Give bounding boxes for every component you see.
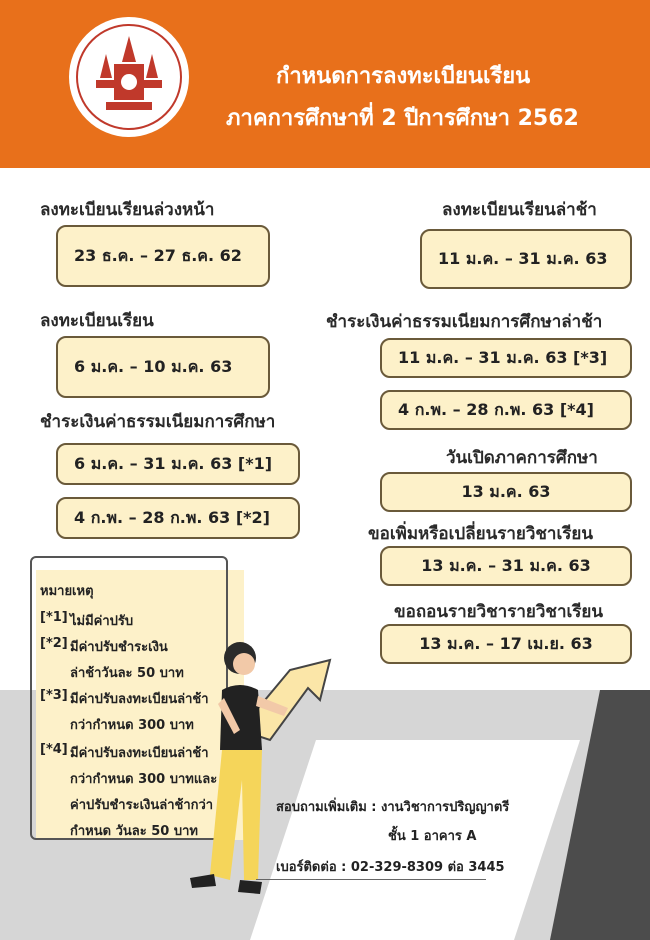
fee-payment-date-2: 4 ก.พ. – 28 ก.พ. 63 [*2]: [56, 497, 300, 539]
registration-label: ลงทะเบียนเรียน: [40, 311, 154, 331]
note-text-3b: กว่ากำหนด 300 บาท: [70, 718, 194, 733]
note-text-4d: กำหนด วันละ 50 บาท: [70, 824, 198, 839]
fee-payment-date-1: 6 ม.ค. – 31 ม.ค. 63 [*1]: [56, 443, 300, 485]
contact-phone: เบอร์ติดต่อ : 02-329-8309 ต่อ 3445: [276, 860, 505, 875]
late-registration-label: ลงทะเบียนเรียนล่าช้า: [442, 200, 597, 220]
add-change-course-date: 13 ม.ค. – 31 ม.ค. 63: [380, 546, 632, 586]
note-key-4: [*4]: [40, 742, 68, 757]
note-key-1: [*1]: [40, 610, 68, 625]
note-key-3: [*3]: [40, 688, 68, 703]
semester-open-date: 13 ม.ค. 63: [380, 472, 632, 512]
note-text-2a: มีค่าปรับชำระเงิน: [70, 640, 168, 655]
semester-open-label: วันเปิดภาคการศึกษา: [446, 448, 598, 468]
note-text-4b: กว่ากำหนด 300 บาทและ: [70, 772, 218, 787]
late-fee-date-1: 11 ม.ค. – 31 ม.ค. 63 [*3]: [380, 338, 632, 378]
page-title-line1: กำหนดการลงทะเบียนเรียน: [276, 64, 531, 89]
note-text-4c: ค่าปรับชำระเงินล่าช้ากว่า: [70, 798, 214, 813]
page-title-line2: ภาคการศึกษาที่ 2 ปีการศึกษา 2562: [226, 106, 579, 131]
late-fee-label: ชำระเงินค่าธรรมเนียมการศึกษาล่าช้า: [326, 312, 603, 332]
late-fee-date-2: 4 ก.พ. – 28 ก.พ. 63 [*4]: [380, 390, 632, 430]
late-registration-date: 11 ม.ค. – 31 ม.ค. 63: [420, 229, 632, 289]
contact-inquiry: สอบถามเพิ่มเติม : งานวิชาการปริญญาตรี: [276, 800, 510, 815]
note-text-2b: ล่าช้าวันละ 50 บาท: [70, 666, 184, 681]
note-text-3a: มีค่าปรับลงทะเบียนล่าช้า: [70, 692, 209, 707]
registration-date: 6 ม.ค. – 10 ม.ค. 63: [56, 336, 270, 398]
contact-building: ชั้น 1 อาคาร A: [388, 829, 477, 844]
university-logo-icon: [66, 14, 192, 140]
note-text-1: ไม่มีค่าปรับ: [70, 614, 134, 629]
add-change-course-label: ขอเพิ่มหรือเปลี่ยนรายวิชาเรียน: [368, 524, 593, 544]
contact-underline: [256, 879, 486, 880]
advance-registration-date: 23 ธ.ค. – 27 ธ.ค. 62: [56, 225, 270, 287]
advance-registration-label: ลงทะเบียนเรียนล่วงหน้า: [40, 200, 215, 220]
note-text-4a: มีค่าปรับลงทะเบียนล่าช้า: [70, 746, 209, 761]
withdraw-course-label: ขอถอนรายวิชารายวิชาเรียน: [394, 602, 604, 622]
withdraw-course-date: 13 ม.ค. – 17 เม.ย. 63: [380, 624, 632, 664]
note-key-2: [*2]: [40, 636, 68, 651]
notes-title: หมายเหตุ: [40, 584, 94, 599]
fee-payment-label: ชำระเงินค่าธรรมเนียมการศึกษา: [40, 412, 276, 432]
